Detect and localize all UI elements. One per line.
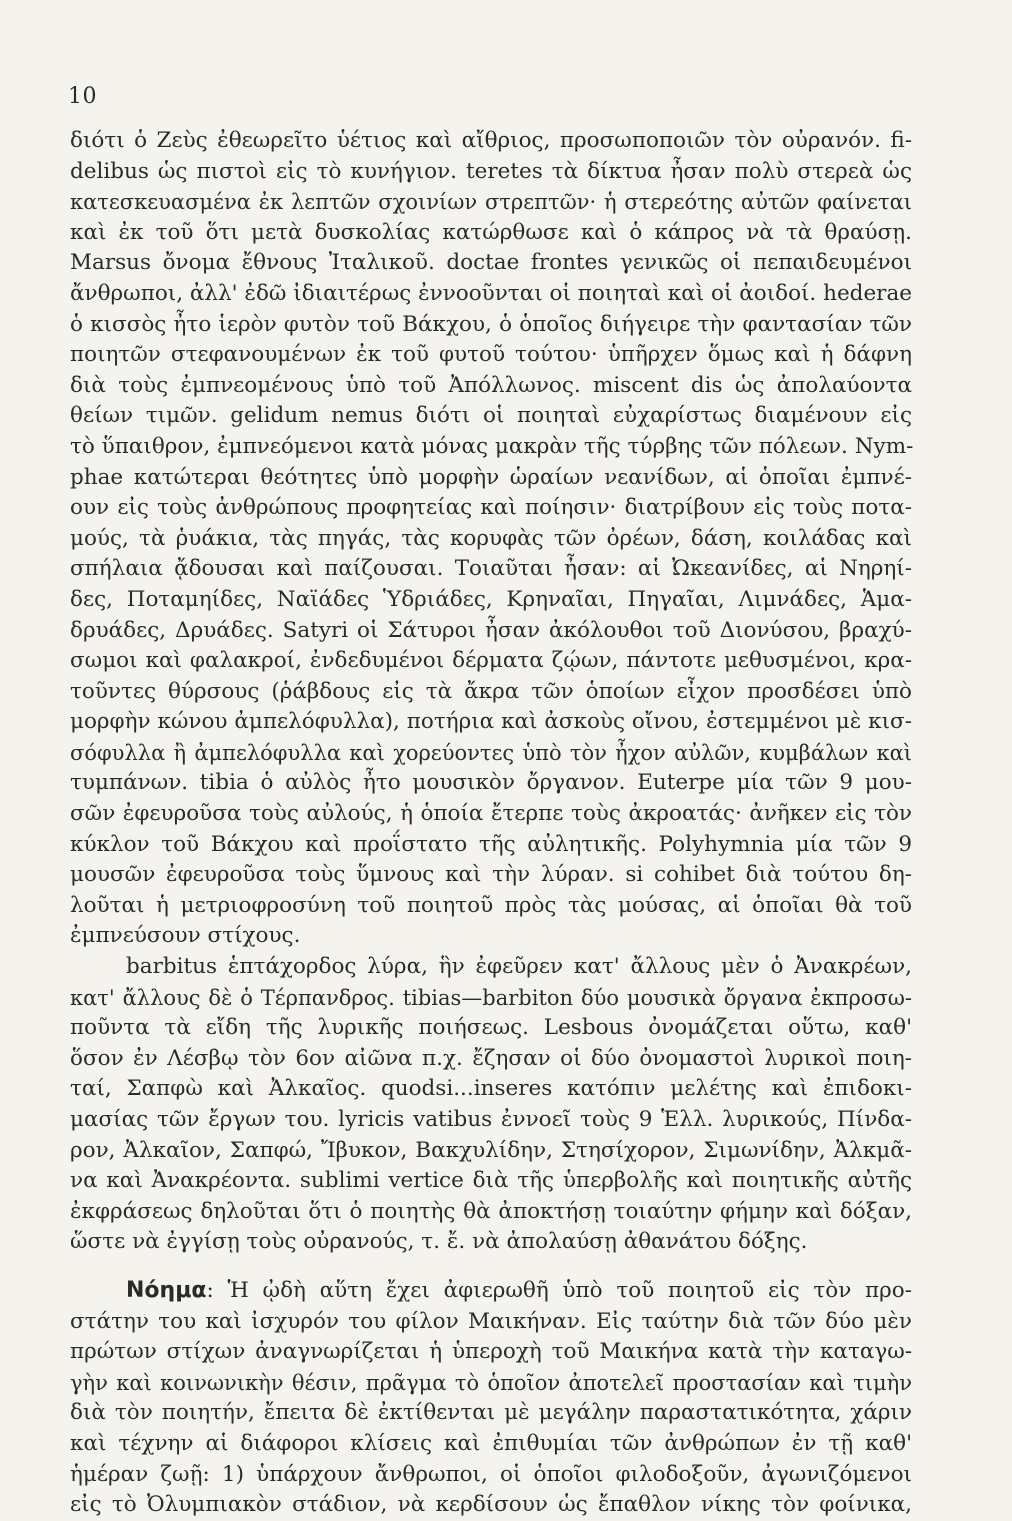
noema-first-line: : Ἡ ᾠδὴ αὕτη ἔχει ἀφιερωθῆ ὑπὸ τοῦ ποιητοῦ εἰς τὸν προ- xyxy=(206,1277,912,1303)
text-line: τοῦντες θύρσους (ῥάβδους εἰς τὰ ἄκρα τῶν ὁποίων εἶχον προσδέσει ὑπὸ xyxy=(70,678,912,704)
text-line: στάτην του καὶ ἰσχυρόν του φίλον Μαικήναν. Εἰς ταύτην διὰ τῶν δύο μὲν xyxy=(70,1308,912,1334)
text-line: ποιητῶν στεφανουμένων ἐκ τοῦ φυτοῦ τούτου· ὑπῆρχεν ὅμως καὶ ἡ δάφνη xyxy=(70,342,912,368)
text-line: τὸ ὕπαιθρον, ἐμπνεόμενοι κατὰ μόνας μακρὰν τῆς τύρβης τῶν πόλεων. Nym- xyxy=(70,433,914,459)
text-line: ἡμέραν ζωῇ: 1) ὑπάρχουν ἄνθρωποι, οἱ ὁποῖοι φιλοδοξοῦν, ἀγωνιζόμενοι xyxy=(70,1461,912,1487)
text-line: γὴν καὶ κοινωνικὴν θέσιν, πρᾶγμα τὸ ὁποῖον ἀποτελεῖ προστασίαν καὶ τιμὴν xyxy=(70,1370,912,1395)
text-line: ταί, Σαπφὼ καὶ Ἀλκαῖος. quodsi...inseres κατόπιν μελέτης καὶ ἐπιδοκι- xyxy=(70,1076,912,1102)
text-line: κατεσκευασμένα ἐκ λεπτῶν σχοινίων στρεπτῶν· ἡ στερεότης αὐτῶν φαίνεται xyxy=(70,190,912,215)
text-line: μουσῶν ἐφευροῦσα τοὺς ὕμνους καὶ τὴν λύραν. si cohibet διὰ τούτου δη- xyxy=(70,862,912,888)
paragraph-noema xyxy=(70,1276,912,1521)
text-line: τυμπάνων. tibia ὁ αὐλὸς ἦτο μουσικὸν ὄργανον. Euterpe μία τῶν 9 μου- xyxy=(70,770,912,796)
text-line: δρυάδες, Δρυάδες. Satyri οἱ Σάτυροι ἦσαν ἀκόλουθοι τοῦ Διονύσου, βραχύ- xyxy=(70,617,912,643)
text-line: ουν εἰς τοὺς ἀνθρώπους προφητείας καὶ ποίησιν· διατρίβουν εἰς τοὺς ποτα- xyxy=(70,495,912,521)
text-line: barbitus ἑπτάχορδος λύρα, ἣν ἐφεῦρεν κατ' ἄλλους μὲν ὁ Ἀνακρέων, xyxy=(126,954,912,980)
text-line: ρον, Ἀλκαῖον, Σαπφώ, Ἴβυκον, Βακχυλίδην, Στησίχορον, Σιμωνίδην, Ἀλκμᾶ- xyxy=(70,1137,912,1163)
paragraph-notes-1 xyxy=(70,126,912,952)
text-line: πρώτων στίχων ἀναγνωρίζεται ἡ ὑπεροχὴ τοῦ Μαικήνα κατὰ τὴν καταγω- xyxy=(70,1339,912,1365)
text-line: μασίας τῶν ἔργων του. lyricis vatibus ἐννοεῖ τοὺς 9 Ἑλλ. λυρικούς, Πίνδα- xyxy=(70,1107,912,1132)
commentary-text xyxy=(70,126,912,1521)
text-line: διότι ὁ Ζεὺς ἐθεωρεῖτο ὑέτιος καὶ αἴθριος, προσωποποιῶν τὸν οὐρανόν. fi- xyxy=(70,128,912,153)
text-line: μορφὴν κώνου ἀμπελόφυλλα), ποτήρια καὶ ἀσκοὺς οἴνου, ἐστεμμένοι μὲ κισ- xyxy=(70,709,912,735)
text-line xyxy=(70,1276,912,1307)
text-line: κύκλον τοῦ Βάκχου καὶ προΐστατο τῆς αὐλητικῆς. Polyhymnia μία τῶν 9 xyxy=(70,831,912,857)
text-line: ποῦντα τὰ εἴδη τῆς λυρικῆς ποιήσεως. Lesbous ὀνομάζεται οὕτω, καθ' xyxy=(70,1015,912,1041)
text-line: σῶν ἐφευροῦσα τοὺς αὐλούς, ἡ ὁποία ἔτερπε τοὺς ἀκροατάς· ἀνῆκεν εἰς τὸν xyxy=(70,801,912,827)
text-line: λοῦται ἡ μετριοφροσύνη τοῦ ποιητοῦ πρὸς τὰς μούσας, αἱ ὁποῖαι θὰ τοῦ xyxy=(70,892,912,918)
text-line: Marsus ὄνομα ἔθνους Ἰταλικοῦ. doctae frontes γενικῶς οἱ πεπαιδευμένοι xyxy=(70,250,912,276)
text-line: καὶ τέχνην αἱ διάφοροι κλίσεις καὶ ἐπιθυμίαι τῶν ἀνθρώπων ἐν τῇ καθ' xyxy=(70,1430,912,1456)
noema-label: Νόημα xyxy=(126,1277,207,1303)
paragraph-gap xyxy=(70,1258,912,1276)
text-line: ὁ κισσὸς ἦτο ἱερὸν φυτὸν τοῦ Βάκχου, ὁ ὁποῖος διήγειρε τὴν φαντασίαν τῶν xyxy=(70,311,912,337)
text-line: ἐκφράσεως δηλοῦται ὅτι ὁ ποιητὴς θὰ ἀποκτήσῃ τοιαύτην φήμην καὶ δόξαν, xyxy=(70,1198,912,1224)
text-line: μούς, τὰ ῥυάκια, τὰς πηγάς, τὰς κορυφὰς τῶν ὀρέων, δάση, κοιλάδας καὶ xyxy=(70,525,912,551)
text-line: σωμοι καὶ φαλακροί, ἐνδεδυμένοι δέρματα ζῴων, πάντοτε μεθυσμένοι, κρα- xyxy=(70,648,912,674)
text-line: κατ' ἄλλους δὲ ὁ Τέρπανδρος. tibias—barbiton δύο μουσικὰ ὄργανα ἐκπροσω- xyxy=(70,985,912,1010)
page-number: 10 xyxy=(68,84,97,109)
text-line: δες, Ποταμηίδες, Ναϊάδες Ὑδριάδες, Κρηναῖαι, Πηγαῖαι, Λιμνάδες, Ἁμα- xyxy=(70,586,912,612)
text-line: ἄνθρωποι, ἀλλ' ἐδῶ ἰδιαιτέρως ἐννοοῦνται οἱ ποιηταὶ καὶ οἱ ἀοιδοί. hederae xyxy=(70,280,912,306)
text-line: σόφυλλα ἢ ἀμπελόφυλλα καὶ χορεύοντες ὑπὸ τὸν ἦχον αὐλῶν, κυμβάλων καὶ xyxy=(70,740,912,765)
text-line: διὰ τοὺς ἐμπνεομένους ὑπὸ τοῦ Ἀπόλλωνος. miscent dis ὡς ἀπολαύοντα xyxy=(70,372,912,398)
text-line: καὶ ἐκ τοῦ ὅτι μετὰ δυσκολίας κατώρθωσε καὶ ὁ κάπρος νὰ τὰ θραύσῃ. xyxy=(70,219,912,245)
text-line: ἐμπνεύσουν στίχους. xyxy=(70,923,301,949)
text-line: delibus ὡς πιστοὶ εἰς τὸ κυνήγιον. teretes τὰ δίκτυα ἦσαν πολὺ στερεὰ ὡς xyxy=(70,158,912,184)
text-line: σπήλαια ᾄδουσαι καὶ παίζουσαι. Τοιαῦται ἦσαν: αἱ Ὠκεανίδες, αἱ Νηρηί- xyxy=(70,556,912,582)
text-line: να καὶ Ἀνακρέοντα. sublimi vertice διὰ τῆς ὑπερβολῆς καὶ ποιητικῆς αὐτῆς xyxy=(70,1168,912,1194)
paragraph-notes-2 xyxy=(70,952,912,1258)
text-line: θείων τιμῶν. gelidum nemus διότι οἱ ποιηταὶ εὐχαρίστως διαμένουν εἰς xyxy=(70,403,912,429)
text-line: διὰ τὸν ποιητήν, ἔπειτα δὲ ἐκτίθενται μὲ μεγάλην παραστατικότητα, χάριν xyxy=(70,1400,912,1426)
text-line: phae κατώτεραι θεότητες ὑπὸ μορφὴν ὡραίων νεανίδων, αἱ ὁποῖαι ἐμπνέ- xyxy=(70,464,912,490)
text-line: εἰς τὸ Ὀλυμπιακὸν στάδιον, νὰ κερδίσουν ὡς ἔπαθλον νίκης τὸν φοίνικα, xyxy=(70,1492,912,1518)
text-line: ὥστε νὰ ἐγγίσῃ τοὺς οὐρανούς, τ. ἔ. νὰ ἀπολαύσῃ ἀθανάτου δόξης. xyxy=(70,1229,808,1255)
text-line: ὅσον ἐν Λέσβῳ τὸν 6ον αἰῶνα π.χ. ἔζησαν οἱ δύο ὀνομαστοὶ λυρικοὶ ποιη- xyxy=(70,1045,912,1071)
